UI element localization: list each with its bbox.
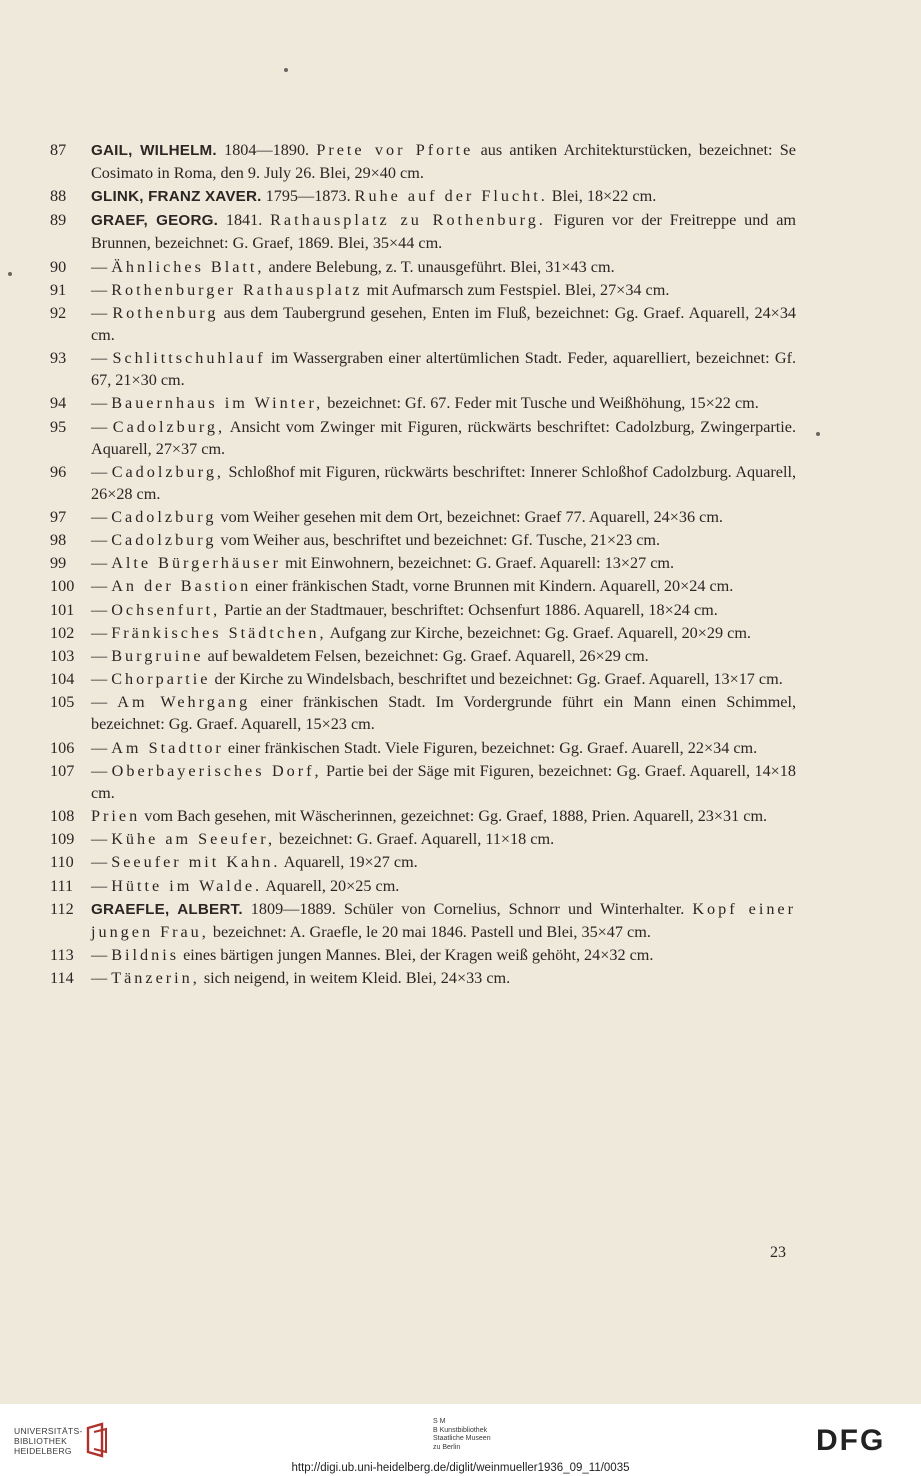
entry-lead-text: — [91,670,112,689]
artwork-title: Prete vor Pforte [316,141,474,159]
catalog-entry [44,139,796,184]
artwork-title: Fränkisches Städtchen, [111,623,327,642]
university-library-logo [14,1426,83,1456]
catalog-entry [44,209,796,254]
artist-name: GAIL, WILHELM. [91,142,217,159]
entry-lead-text: — [91,417,113,436]
artwork-description: aus dem Taubergrund gesehen, Enten im Fluß, bezeichnet: Gg. Graef. Aquarell, 24×34 cm. [91,303,797,344]
source-url[interactable]: http://digi.ub.uni-heidelberg.de/diglit/weinmueller1936_09_11/0035 [291,1462,630,1474]
artist-name: GRAEFLE, ALBERT. [91,900,243,918]
entry-lead-text: — [91,394,112,413]
catalog-entry [44,645,796,667]
artwork-title: Chorpartie [111,670,211,689]
artwork-title: Burgruine [111,647,204,665]
artwork-description: Partie an der Stadtmauer, beschriftet: Ochsenfurt 1886. Aquarell, 18×24 cm. [220,600,718,619]
entry-number: 101 [50,600,75,619]
artwork-description: einer fränkischen Stadt. Im Vordergrunde führt ein Mann einen Schimmel, bezeichnet: Gg. Graef. Aquarell, 15×23 cm. [91,693,797,734]
entry-number: 103 [50,647,75,665]
entry-lead-text: — [91,462,112,481]
catalog-entry [44,279,796,301]
catalog-entry [44,529,796,551]
artwork-description: vom Weiher gesehen mit dem Ort, bezeichnet: Graef 77. Aquarell, 24×36 cm. [216,507,723,526]
catalog-entry [44,944,796,966]
entry-lead-text: — [91,349,113,368]
entry-number: 109 [50,830,75,849]
artwork-title: Oberbayerisches Dorf, [111,761,322,780]
entry-lead-text: 1841. [218,211,271,230]
artwork-description: bezeichnet: Gf. 67. Feder mit Tusche und Weißhöhung, 15×22 cm. [323,394,759,413]
artwork-description: vom Weiher aus, beschriftet und bezeichnet: Gf. Tusche, 21×23 cm. [216,531,661,550]
artwork-description: Ansicht vom Zwinger mit Figuren, rückwärts beschriftet: Cadolzburg, Zwingerpartie. Aquarell, 27×37 cm. [91,417,797,458]
entry-lead-text: — [91,945,112,964]
artwork-description: Aquarell, 20×25 cm. [262,876,400,895]
entry-number: 91 [50,280,67,299]
entry-number: 110 [50,853,74,872]
catalog-entry [44,805,796,827]
entry-number: 98 [50,531,67,550]
artwork-description: auf bewaldetem Felsen, bezeichnet: Gg. Graef. Aquarell, 26×29 cm. [203,647,649,665]
entry-number: 97 [50,507,67,526]
catalog-entry [44,967,796,989]
artwork-title: An der Bastion [111,577,252,596]
entry-lead-text: — [91,507,112,526]
university-line: BIBLIOTHEK [14,1436,68,1446]
entry-number: 106 [50,738,75,757]
entry-lead-text: — [91,969,112,988]
entry-lead-text: — [91,738,112,757]
artwork-title: Prien [91,806,141,825]
artwork-description: einer fränkischen Stadt, vorne Brunnen mit Kindern. Aquarell, 20×24 cm. [251,577,734,596]
artwork-description: im Wassergraben einer altertümlichen Stadt. Feder, aquarelliert, bezeichnet: Gf. 67, 21×30 cm. [91,349,797,390]
university-emblem-icon [84,1422,110,1458]
artwork-description: Partie bei der Säge mit Figuren, bezeichnet: Gg. Graef. Aquarell, 14×18 cm. [91,761,796,802]
entry-number: 105 [50,693,75,712]
entry-lead-text: — [91,600,112,619]
catalog-entry [44,898,796,943]
artwork-title: Schlittschuhlauf [112,349,266,368]
catalog-entry [44,668,796,690]
stamp-line: zu Berlin [433,1443,461,1451]
artwork-title: Cadolzburg [111,531,217,550]
entry-lead-text: — [91,830,112,849]
catalog-entry [44,416,796,460]
dfg-logo: DFG [816,1424,886,1457]
entry-number: 94 [50,394,67,413]
artwork-description: bezeichnet: G. Graef. Aquarell, 11×18 cm. [275,830,555,849]
artwork-title: Cadolzburg [111,507,217,526]
entry-number: 111 [50,876,74,895]
artwork-description: mit Einwohnern, bezeichnet: G. Graef. Aquarell: 13×27 cm. [281,554,675,573]
catalog-entry [44,392,796,414]
artwork-title: Seeufer mit Kahn. [111,853,281,872]
artwork-description: Aquarell, 19×27 cm. [280,853,418,872]
catalog-entry [44,506,796,528]
entry-lead-text: — [91,853,112,872]
catalog-entry [44,347,796,391]
artwork-title: Tänzerin, [111,969,200,988]
ink-speck [284,68,288,72]
entry-number: 88 [50,187,67,206]
artwork-description: Schloßhof mit Figuren, rückwärts beschriftet: Innerer Schloßhof Cadolzburg. Aquarell, 26×28 cm. [91,462,797,503]
entry-number: 87 [50,141,67,159]
artwork-description: Aufgang zur Kirche, bezeichnet: Gg. Graef. Aquarell, 20×29 cm. [326,623,751,642]
entry-lead-text: — [91,554,112,573]
entry-number: 107 [50,761,75,780]
entry-lead-text: — [91,280,112,299]
catalog-entry [44,185,796,208]
entry-number: 96 [50,462,67,481]
university-line: UNIVERSITÄTS- [14,1426,83,1436]
ink-speck [8,272,12,276]
stamp-line: B Kunstbibliothek [433,1426,488,1434]
entry-number: 89 [50,211,67,230]
entry-lead-text: — [91,303,113,322]
artwork-description: der Kirche zu Windelsbach, beschriftet und bezeichnet: Gg. Graef. Aquarell, 13×17 cm. [210,670,783,689]
artwork-description: eines bärtigen jungen Mannes. Blei, der Kragen weiß gehöht, 24×32 cm. [179,945,654,964]
artwork-title: Ochsenfurt, [111,600,221,619]
artwork-description: mit Aufmarsch zum Festspiel. Blei, 27×34 cm. [362,280,670,299]
entry-number: 104 [50,670,75,689]
entry-lead-text: — [91,647,112,665]
catalog-entry [44,622,796,644]
catalog-entry [44,875,796,897]
artwork-title: Rothenburg [112,303,219,322]
artwork-description: andere Belebung, z. T. unausgeführt. Blei, 31×43 cm. [264,257,615,276]
catalog-entry [44,691,796,735]
artwork-description: einer fränkischen Stadt. Viele Figuren, bezeichnet: Gg. Graef. Auarell, 22×34 cm. [223,738,758,757]
catalog-entry [44,737,796,759]
artwork-title: Rothenburger Rathausplatz [111,280,363,299]
artwork-title: Cadolzburg, [111,462,224,481]
entry-number: 114 [50,969,74,988]
artwork-title: Kopf einer jungen Frau, [91,899,797,941]
catalog-entry [44,302,796,346]
artwork-title: Hütte im Walde. [111,876,263,895]
catalog-entry [44,256,796,278]
artwork-title: Ähnliches Blatt, [111,257,265,276]
catalog-entry [44,552,796,574]
digitization-footer [0,1404,921,1476]
catalog-entry [44,828,796,850]
artwork-description: vom Bach gesehen, mit Wäscherinnen, gezeichnet: Gg. Graef, 1888, Prien. Aquarell, 23×31 cm. [140,806,768,825]
artwork-title: Cadolzburg, [112,417,226,436]
catalog-entry [44,851,796,873]
artwork-description: Blei, 18×22 cm. [547,187,657,206]
catalog-entry [44,599,796,621]
library-stamp [433,1418,491,1452]
artwork-title: Bauernhaus im Winter, [111,394,324,413]
catalog-entry [44,461,796,505]
entry-number: 113 [50,945,74,964]
entry-number: 93 [50,349,67,368]
ink-speck [816,432,820,436]
entry-lead-text: — [91,531,112,550]
artwork-description: sich neigend, in weitem Kleid. Blei, 24×33 cm. [199,969,511,988]
entry-lead-text: 1809—1889. Schüler von Cornelius, Schnorr und Winterhalter. [242,899,693,918]
artist-name: GLINK, FRANZ XAVER. [91,188,262,206]
entry-lead-text: — [91,693,118,712]
artwork-description: Figuren vor der Freitreppe und am Brunnen, bezeichnet: G. Graef, 1869. Blei, 35×44 cm. [91,211,796,253]
entry-lead-text: 1804—1890. [216,141,317,159]
artwork-description: aus antiken Architekturstücken, bezeichnet: Se Cosimato in Roma, den 9. July 26. Blei, 29×40 cm. [91,141,796,182]
entry-number: 112 [50,899,74,918]
catalog-entry-list [44,139,796,990]
entry-lead-text: — [91,257,112,276]
stamp-line: S M [433,1418,446,1425]
entry-lead-text: — [91,577,112,596]
artwork-title: Bildnis [111,945,180,964]
entry-number: 99 [50,554,67,573]
entry-lead-text: — [91,876,112,895]
artwork-title: Kühe am Seeufer, [111,830,275,849]
catalog-entry [44,760,796,804]
entry-number: 100 [50,577,75,596]
artwork-title: Ruhe auf der Flucht. [354,187,548,206]
entry-number: 95 [50,417,67,436]
entry-number: 90 [50,257,67,276]
entry-number: 102 [50,623,75,642]
artwork-title: Alte Bürgerhäuser [111,554,282,573]
entry-number: 92 [50,303,67,322]
entry-lead-text: 1795—1873. [261,187,355,206]
university-name [14,1426,83,1456]
entry-number: 108 [50,806,75,825]
page-number: 23 [770,1244,786,1261]
artwork-description: bezeichnet: A. Graefle, le 20 mai 1846. Pastell und Blei, 35×47 cm. [208,922,651,941]
artist-name: GRAEF, GEORG. [91,212,219,230]
stamp-line: Staatliche Museen [433,1435,491,1442]
artwork-title: Am Wehrgang [117,693,251,712]
artwork-title: Rathausplatz zu Rothenburg. [270,211,546,230]
catalog-entry [44,575,796,597]
university-line: HEIDELBERG [14,1446,72,1456]
entry-lead-text: — [91,761,112,780]
entry-lead-text: — [91,623,112,642]
artwork-title: Am Stadttor [111,738,224,757]
